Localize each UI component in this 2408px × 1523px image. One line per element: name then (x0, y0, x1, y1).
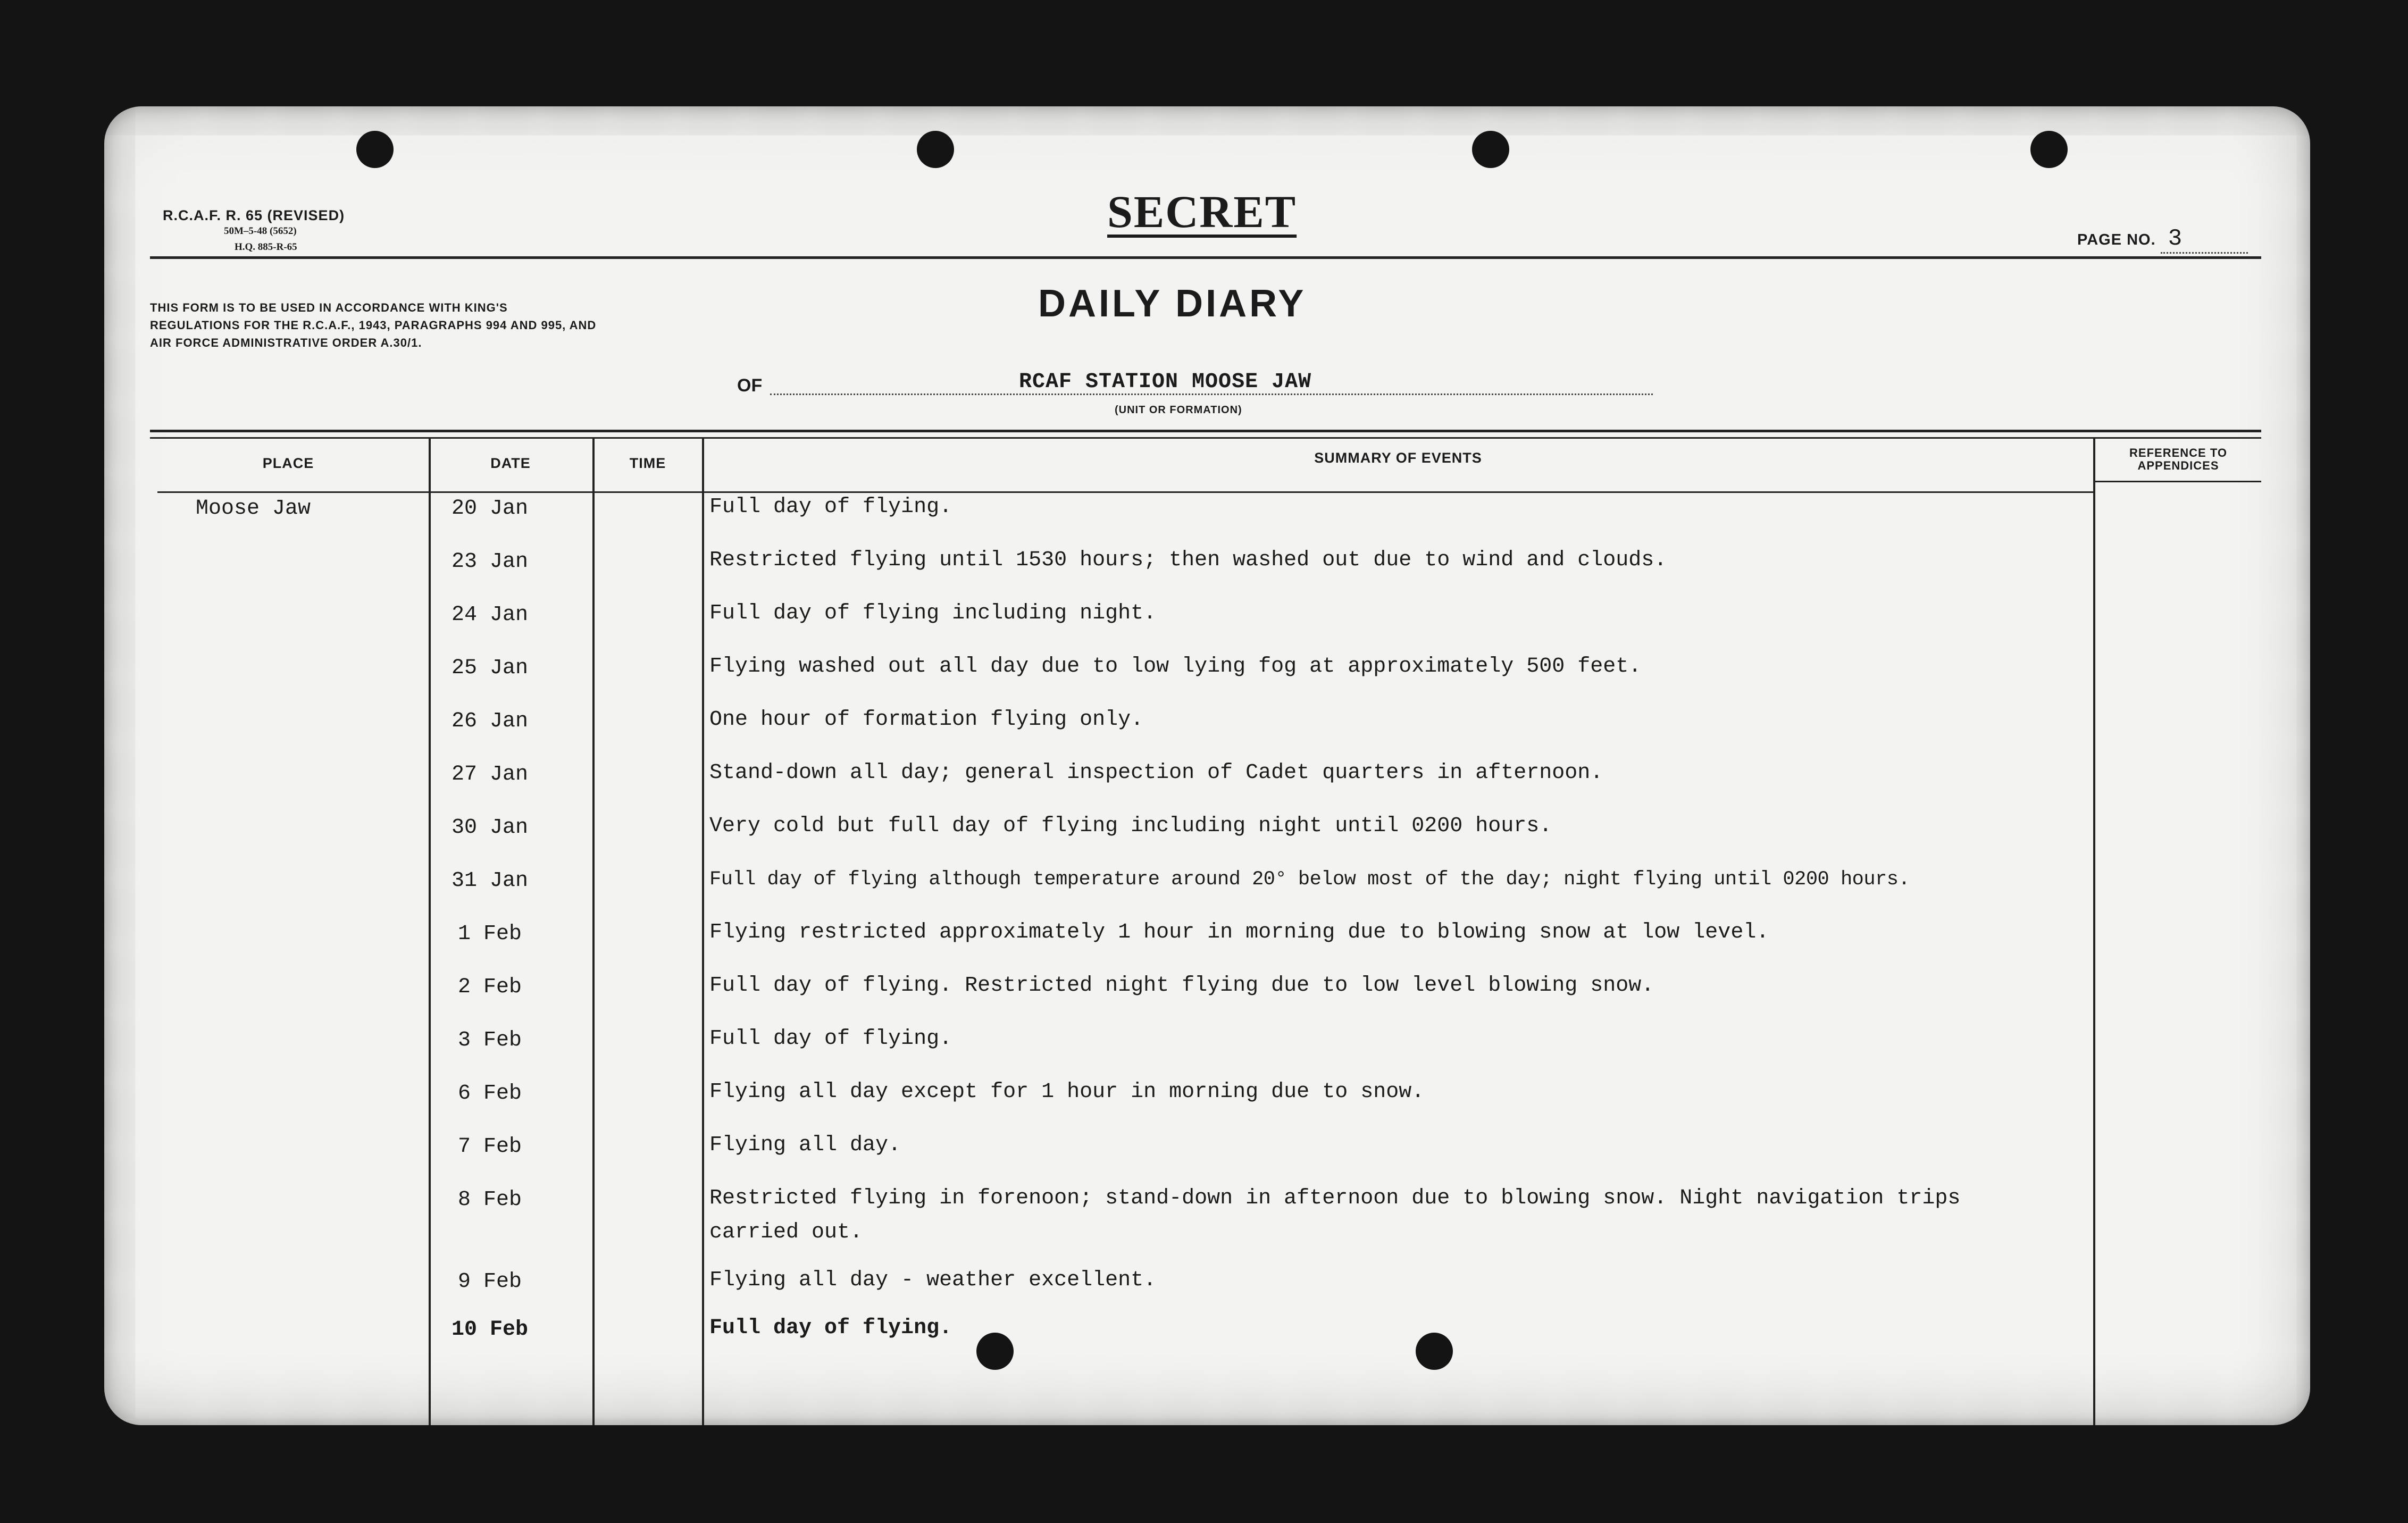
date-cell: 24 Jan (451, 603, 529, 627)
table-top-rule (150, 437, 2261, 439)
summary-cell: Full day of flying. Restricted night flying due to low level blowing snow. (709, 974, 1654, 998)
form-reference (163, 207, 345, 255)
summary-cell: Full day of flying including night. (709, 601, 1157, 625)
date-cell: 6 Feb (457, 1082, 522, 1106)
form-ref-line: R.C.A.F. R. 65 (REVISED) (163, 207, 345, 223)
date-cell: 27 Jan (451, 763, 529, 786)
punch-hole (356, 131, 394, 168)
summary-cell: Stand-down all day; general inspection of Cadet quarters in afternoon. (709, 761, 1603, 785)
header-underline (2095, 481, 2261, 482)
summary-cell: Restricted flying in forenoon; stand-down in afternoon due to blowing snow. Night navigation trips carried out. (709, 1186, 1961, 1244)
summary-cell: One hour of formation flying only. (709, 708, 1144, 732)
diary-sheet (104, 106, 2310, 1425)
date-cell: 23 Jan (451, 550, 529, 574)
column-divider (592, 438, 595, 1425)
date-cell: 9 Feb (457, 1270, 522, 1294)
form-ref-line: H.Q. 885-R-65 (235, 241, 297, 253)
summary-cell: Flying all day except for 1 hour in morning due to snow. (709, 1080, 1425, 1104)
column-header-date: DATE (490, 455, 531, 471)
date-cell: 30 Jan (451, 816, 529, 840)
column-divider (702, 438, 704, 1425)
form-instructions: THIS FORM IS TO BE USED IN ACCORDANCE WITH KING'S REGULATIONS FOR THE R.C.A.F., 1943, PARAGRAPHS 994 AND 995, AND AIR FORCE ADMINISTRATIVE ORDER A.30/1. (150, 301, 597, 349)
summary-cell: Flying all day. (709, 1133, 901, 1157)
punch-hole (917, 131, 954, 168)
summary-cell: Full day of flying. (709, 1027, 952, 1051)
place-cell: Moose Jaw (195, 497, 311, 521)
classification-heading: SECRET (1107, 186, 1297, 237)
date-cell: 8 Feb (457, 1188, 522, 1212)
date-cell: 10 Feb (451, 1318, 529, 1342)
summary-cell: Full day of flying although temperature around 20° below most of the day; night flying until 0200 hours. (709, 868, 1910, 891)
punch-hole (1472, 131, 1509, 168)
page-number-label: PAGE NO. (2077, 231, 2156, 248)
summary-cell: Very cold but full day of flying including night until 0200 hours. (709, 814, 1552, 838)
summary-cell: Full day of flying. (709, 1316, 952, 1340)
diary-title: DAILY DIARY (1038, 282, 1307, 325)
page-number-field (2077, 225, 2248, 254)
date-cell: 7 Feb (457, 1135, 522, 1159)
summary-cell: Flying all day - weather excellent. (709, 1268, 1157, 1292)
date-cell: 2 Feb (457, 975, 522, 999)
date-cell: 31 Jan (451, 869, 529, 893)
date-cell: 25 Jan (451, 656, 529, 680)
summary-cell: Full day of flying. (709, 495, 952, 519)
date-cell: 1 Feb (457, 922, 522, 946)
summary-cell: Flying washed out all day due to low lying fog at approximately 500 feet. (709, 655, 1642, 679)
header-rule (150, 256, 2261, 259)
date-cell: 3 Feb (457, 1028, 522, 1052)
form-ref-line: 50M–5-48 (5652) (224, 225, 297, 237)
date-cell: 26 Jan (451, 709, 529, 733)
date-cell: 20 Jan (451, 497, 529, 521)
column-header-reference: REFERENCE TO APPENDICES (2129, 446, 2227, 472)
summary-cell: Restricted flying until 1530 hours; then washed out due to wind and clouds. (709, 548, 1667, 572)
column-header-summary: SUMMARY OF EVENTS (1314, 450, 1482, 466)
punch-hole (2030, 131, 2068, 168)
table-top-rule (150, 430, 2261, 432)
summary-cell: Flying restricted approximately 1 hour in morning due to blowing snow at low level. (709, 921, 1769, 944)
unit-name: RCAF STATION MOOSE JAW (1019, 370, 1312, 394)
column-header-time: TIME (629, 455, 666, 471)
unit-caption: (UNIT OR FORMATION) (1115, 404, 1242, 416)
of-label: OF (737, 375, 763, 396)
column-header-place: PLACE (262, 455, 314, 471)
page-number-value: 3 (2161, 225, 2248, 254)
